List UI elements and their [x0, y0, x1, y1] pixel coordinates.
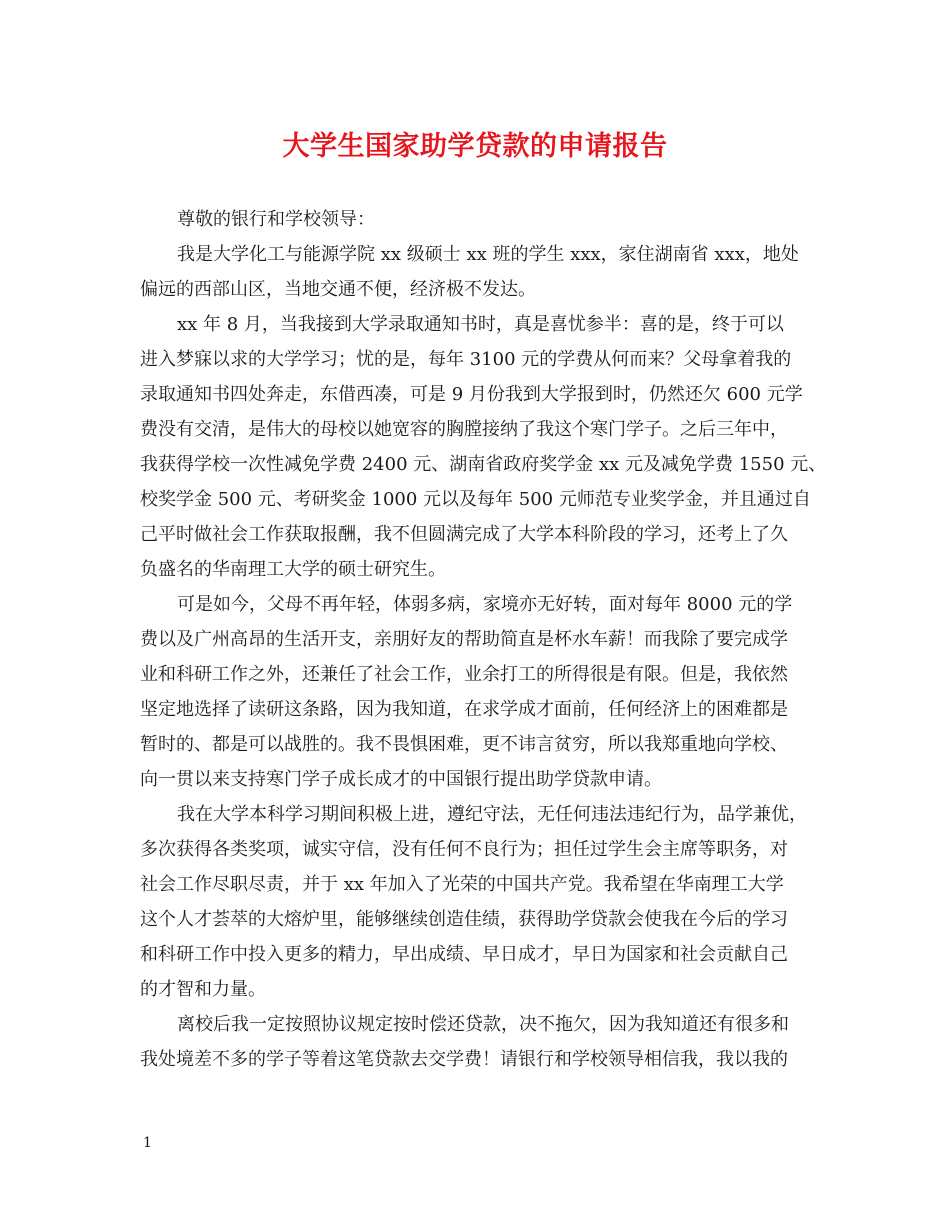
paragraph-line: 离校后我一定按照协议规定按时偿还贷款，决不拖欠，因为我知道还有很多和 — [177, 1014, 789, 1035]
paragraph-line: 可是如今，父母不再年轻，体弱多病，家境亦无好转，面对每年 8000 元的学 — [177, 594, 793, 615]
paragraph-line: 校奖学金 500 元、考研奖金 1000 元以及每年 500 元师范专业奖学金，并且通过自 — [140, 489, 811, 510]
paragraph-line: 这个人才荟萃的大熔炉里，能够继续创造佳绩，获得助学贷款会使我在今后的学习 — [140, 909, 788, 930]
paragraph-line: 社会工作尽职尽责，并于 xx 年加入了光荣的中国共产党。我希望在华南理工大学 — [140, 874, 784, 895]
paragraph-line: 我在大学本科学习期间积极上进，遵纪守法，无任何违法违纪行为，品学兼优， — [177, 804, 807, 825]
paragraph-line: 向一贯以来支持寒门学子成长成才的中国银行提出助学贷款申请。 — [140, 769, 662, 790]
paragraph-line: 坚定地选择了读研这条路，因为我知道，在求学成才面前，任何经济上的困难都是 — [140, 699, 788, 720]
paragraph-line: 我是大学化工与能源学院 xx 级硕士 xx 班的学生 xxx，家住湖南省 xxx，地处 — [177, 244, 799, 265]
paragraph-line: 业和科研工作之外，还兼任了社会工作，业余打工的所得很是有限。但是，我依然 — [140, 664, 788, 685]
paragraph-line: 费没有交清，是伟大的母校以她宽容的胸膛接纳了我这个寒门学子。之后三年中， — [140, 419, 788, 440]
paragraph-line: xx 年 8 月，当我接到大学录取通知书时，真是喜忧参半：喜的是，终于可以 — [177, 314, 784, 335]
paragraph-line: 我处境差不多的学子等着这笔贷款去交学费！请银行和学校领导相信我，我以我的 — [140, 1049, 788, 1070]
paragraph-line: 负盛名的华南理工大学的硕士研究生。 — [140, 559, 446, 580]
paragraph-line: 和科研工作中投入更多的精力，早出成绩、早日成才，早日为国家和社会贡献自己 — [140, 944, 788, 965]
paragraph-line: 录取通知书四处奔走，东借西凑，可是 9 月份我到大学报到时，仍然还欠 600 元学 — [140, 384, 803, 405]
paragraph-line: 费以及广州高昂的生活开支，亲朋好友的帮助简直是杯水车薪！而我除了要完成学 — [140, 629, 788, 650]
paragraph-line: 我获得学校一次性减免学费 2400 元、湖南省政府奖学金 xx 元及减免学费 1550 元、 — [140, 454, 827, 475]
document-body — [140, 202, 827, 1077]
paragraph-line: 的才智和力量。 — [140, 979, 266, 1000]
paragraph-line: 己平时做社会工作获取报酬，我不但圆满完成了大学本科阶段的学习，还考上了久 — [140, 524, 788, 545]
paragraph-line: 进入梦寐以求的大学学习；忧的是，每年 3100 元的学费从何而来？父母拿着我的 — [140, 349, 792, 370]
paragraph-line: 偏远的西部山区，当地交通不便，经济极不发达。 — [140, 279, 536, 300]
document-title: 大学生国家助学贷款的申请报告 — [282, 131, 668, 162]
page-number: 1 — [143, 1135, 152, 1151]
paragraph-line: 多次获得各类奖项，诚实守信，没有任何不良行为；担任过学生会主席等职务，对 — [140, 839, 788, 860]
paragraph-line: 暂时的、都是可以战胜的。我不畏惧困难，更不讳言贫穷，所以我郑重地向学校、 — [140, 734, 788, 755]
salutation-line: 尊敬的银行和学校领导： — [177, 209, 375, 230]
